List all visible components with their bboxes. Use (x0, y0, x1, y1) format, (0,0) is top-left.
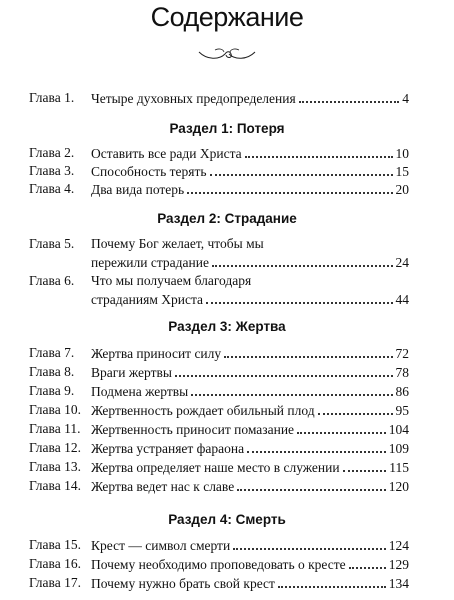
page-number: 104 (388, 422, 409, 437)
chapter-title: Враги жертвы (91, 365, 172, 380)
chapter-title: Четыре духовных предопределения (91, 91, 296, 106)
leader-dots (212, 254, 393, 267)
chapter-number: Глава 13. (29, 459, 81, 474)
toc-entry (29, 236, 409, 270)
chapter-title: Жертва определяет наше место в служении (91, 460, 340, 475)
chapter-number: Глава 1. (29, 90, 75, 105)
toc-entry (29, 273, 409, 307)
chapter-title: Почему нужно брать свой крест (91, 576, 275, 591)
page-number: 129 (388, 557, 409, 572)
leader-dots (237, 478, 386, 491)
toc-entry (29, 163, 409, 183)
chapter-title-line1: Почему Бог желает, чтобы мы (91, 236, 264, 251)
leader-dots (233, 537, 386, 550)
leader-dots (224, 345, 392, 358)
toc-entry (29, 364, 409, 384)
leader-dots (278, 575, 386, 588)
chapter-title-line1: Что мы получаем благодаря (91, 273, 252, 288)
chapter-number: Глава 6. (29, 273, 75, 288)
page-number: 24 (395, 255, 409, 270)
chapter-title: Жертвенность приносит помазание (91, 422, 295, 437)
section-heading: Раздел 2: Страдание (157, 211, 297, 226)
leader-dots (349, 556, 386, 569)
chapter-title: Жертва устраняет фараона (91, 441, 245, 456)
toc-entry (29, 537, 409, 557)
chapter-number: Глава 8. (29, 364, 75, 379)
leader-dots (206, 291, 392, 304)
chapter-number: Глава 10. (29, 402, 81, 417)
page-number: 109 (388, 441, 409, 456)
toc-entry (29, 402, 409, 422)
chapter-number: Глава 2. (29, 145, 75, 160)
chapter-number: Глава 16. (29, 556, 81, 571)
chapter-number: Глава 11. (29, 421, 81, 436)
leader-dots (247, 440, 386, 453)
chapter-title: Жертва ведет нас к славе (91, 479, 235, 494)
leader-dots (297, 421, 386, 434)
section-heading: Раздел 3: Жертва (168, 319, 286, 334)
leader-dots (191, 383, 392, 396)
toc-entry (29, 421, 409, 441)
chapter-number: Глава 14. (29, 478, 81, 493)
chapter-title: пережили страдание (91, 255, 209, 270)
leader-dots (299, 90, 400, 103)
chapter-title: Крест — символ смерти (91, 538, 231, 553)
page-number: 134 (388, 576, 409, 591)
toc-entry (29, 90, 409, 110)
leader-dots (343, 459, 387, 472)
chapter-title: Оставить все ради Христа (91, 146, 242, 161)
page-title: Содержание (150, 2, 304, 32)
page-number: 115 (389, 460, 409, 475)
page-number: 20 (395, 182, 409, 197)
page-number: 72 (395, 346, 409, 361)
section-heading: Раздел 4: Смерть (168, 512, 286, 527)
chapter-number: Глава 5. (29, 236, 75, 251)
page-number: 95 (395, 403, 409, 418)
toc-entry (29, 575, 409, 595)
toc-entry (29, 383, 409, 403)
chapter-number: Глава 7. (29, 345, 75, 360)
page-number: 10 (395, 146, 409, 161)
chapter-number: Глава 12. (29, 440, 81, 455)
chapter-title: Почему необходимо проповедовать о кресте (91, 557, 346, 572)
toc-entry (29, 556, 409, 576)
leader-dots (245, 145, 393, 158)
toc-entry (29, 145, 409, 165)
toc-entry (29, 181, 409, 201)
chapter-number: Глава 4. (29, 181, 75, 196)
chapter-number: Глава 3. (29, 163, 75, 178)
chapter-title: Два вида потерь (91, 182, 185, 197)
page-number: 4 (402, 91, 409, 106)
toc-entry (29, 345, 409, 365)
chapter-number: Глава 9. (29, 383, 75, 398)
toc-entry (29, 459, 409, 479)
chapter-title: страданиям Христа (91, 292, 204, 307)
leader-dots (318, 402, 393, 415)
page-number: 15 (395, 164, 409, 179)
toc-entry (29, 478, 409, 498)
chapter-number: Глава 15. (29, 537, 81, 552)
leader-dots (187, 181, 392, 194)
page-number: 86 (395, 384, 409, 399)
toc-entry (29, 440, 409, 460)
leader-dots (210, 163, 393, 176)
page-number: 78 (395, 365, 409, 380)
chapter-number: Глава 17. (29, 575, 81, 590)
page-number: 44 (395, 292, 409, 307)
section-heading: Раздел 1: Потеря (169, 121, 285, 136)
decorative-flourish (197, 46, 257, 62)
page-number: 124 (388, 538, 409, 553)
leader-dots (175, 364, 393, 377)
chapter-title: Подмена жертвы (91, 384, 189, 399)
chapter-title: Жертва приносит силу (91, 346, 222, 361)
chapter-title: Способность терять (91, 164, 207, 179)
page-number: 120 (388, 479, 409, 494)
chapter-title: Жертвенность рождает обильный плод (91, 403, 315, 418)
